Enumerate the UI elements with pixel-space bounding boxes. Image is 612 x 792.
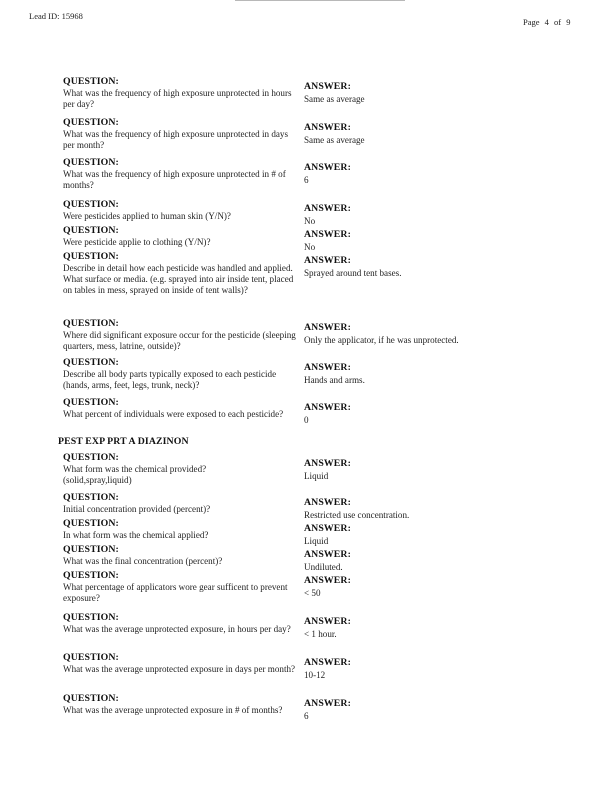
answer-block [304, 81, 365, 105]
question-text: What was the frequency of high exposure unprotected in # of months? [63, 169, 286, 191]
answer-block [304, 203, 351, 227]
question-block [63, 76, 301, 110]
question-text: What percent of individuals were exposed to each pesticide? [63, 409, 284, 419]
question-text: Describe all body parts typically exposed to each pesticide (hands, arms, feet, legs, trunk, neck)? [63, 369, 277, 391]
answer-label: ANSWER: [304, 575, 351, 586]
answer-label: ANSWER: [304, 229, 351, 240]
answer-block [304, 122, 365, 146]
question-block [63, 693, 301, 716]
question-block [63, 518, 301, 541]
question-block [63, 492, 301, 515]
question-label: QUESTION: [63, 397, 119, 408]
page-number: Page 4 of 9 [523, 17, 571, 27]
question-label: QUESTION: [63, 612, 119, 623]
question-text: Describe in detail how each pesticide was handled and applied. What surface or media. (e.g. sprayed into air inside tent, placed on tables in mess, sprayed on inside of tent walls)? [63, 263, 294, 296]
answer-text: Undiluted. [304, 562, 343, 572]
question-text: Where did significant exposure occur for the pesticide (sleeping quarters, mess, latrine, outside)? [63, 330, 296, 352]
question-text: What form was the chemical provided?(solid,spray,liquid) [63, 464, 207, 486]
answer-label: ANSWER: [304, 458, 351, 469]
answer-label: ANSWER: [304, 362, 351, 373]
answer-block [304, 549, 351, 573]
answer-text: < 50 [304, 588, 321, 598]
question-label: QUESTION: [63, 652, 119, 663]
answer-text: Same as average [304, 135, 365, 145]
question-text: What was the frequency of high exposure unprotected in hours per day? [63, 88, 292, 110]
answer-text: < 1 hour. [304, 629, 337, 639]
question-label: QUESTION: [63, 693, 119, 704]
answer-text: 6 [304, 175, 309, 185]
question-block [63, 652, 301, 675]
question-label: QUESTION: [63, 76, 119, 87]
answer-label: ANSWER: [304, 255, 351, 266]
answer-label: ANSWER: [304, 162, 351, 173]
question-text: Were pesticides applied to human skin (Y/N)? [63, 211, 231, 221]
answer-label: ANSWER: [304, 81, 351, 92]
answer-label: ANSWER: [304, 698, 351, 709]
answer-label: ANSWER: [304, 322, 351, 333]
answer-text: Hands and arms. [304, 375, 365, 385]
question-block [63, 199, 301, 222]
answer-text: 6 [304, 711, 309, 721]
question-block [63, 397, 301, 420]
answer-label: ANSWER: [304, 497, 351, 508]
answer-block [304, 162, 351, 186]
question-text: In what form was the chemical applied? [63, 530, 209, 540]
answer-block [304, 657, 351, 681]
question-label: QUESTION: [63, 357, 119, 368]
top-scan-line [235, 0, 405, 1]
answer-block [304, 402, 351, 426]
question-text: Initial concentration provided (percent)? [63, 504, 211, 514]
answer-text: Sprayed around tent bases. [304, 268, 402, 278]
question-text: What was the final concentration (percent)? [63, 556, 223, 566]
question-text: What was the frequency of high exposure unprotected in days per month? [63, 129, 288, 151]
question-label: QUESTION: [63, 452, 119, 463]
question-text: What was the average unprotected exposure in days per month? [63, 664, 296, 674]
question-block [63, 612, 301, 635]
question-label: QUESTION: [63, 251, 119, 262]
answer-block [304, 362, 365, 386]
answer-text: 10-12 [304, 670, 326, 680]
question-block [63, 318, 301, 352]
question-label: QUESTION: [63, 225, 119, 236]
answer-block [304, 322, 459, 346]
question-text: What was the average unprotected exposure in # of months? [63, 705, 283, 715]
question-label: QUESTION: [63, 492, 119, 503]
answer-text: Same as average [304, 94, 365, 104]
question-label: QUESTION: [63, 544, 119, 555]
answer-label: ANSWER: [304, 402, 351, 413]
question-text: What was the average unprotected exposure, in hours per day? [63, 624, 291, 634]
answer-text: 0 [304, 415, 309, 425]
answer-text: Liquid [304, 471, 329, 481]
question-label: QUESTION: [63, 318, 119, 329]
answer-block [304, 229, 351, 253]
lead-id: Lead ID: 15968 [29, 11, 83, 21]
question-block [63, 452, 223, 486]
answer-label: ANSWER: [304, 616, 351, 627]
answer-text: No [304, 242, 316, 252]
question-label: QUESTION: [63, 570, 119, 581]
answer-text: Liquid [304, 536, 329, 546]
answer-block [304, 497, 409, 521]
question-label: QUESTION: [63, 157, 119, 168]
question-label: QUESTION: [63, 518, 119, 529]
question-block [63, 225, 301, 248]
question-block [63, 117, 301, 151]
question-text: Were pesticide applie to clothing (Y/N)? [63, 237, 211, 247]
answer-text: No [304, 216, 316, 226]
question-block [63, 544, 301, 567]
answer-label: ANSWER: [304, 523, 351, 534]
answer-block [304, 575, 351, 599]
question-block [63, 357, 301, 391]
question-text: What percentage of applicators wore gear sufficent to prevent exposure? [63, 582, 288, 604]
question-block [63, 157, 301, 191]
answer-label: ANSWER: [304, 549, 351, 560]
answer-text: Restricted use concentration. [304, 510, 410, 520]
section-heading: PEST EXP PRT A DIAZINON [58, 436, 189, 447]
answer-block [304, 458, 351, 482]
question-label: QUESTION: [63, 199, 119, 210]
question-block [63, 251, 301, 297]
question-label: QUESTION: [63, 117, 119, 128]
answer-label: ANSWER: [304, 657, 351, 668]
answer-block [304, 698, 351, 722]
answer-text: Only the applicator, if he was unprotected. [304, 335, 459, 345]
answer-block [304, 255, 401, 279]
answer-label: ANSWER: [304, 203, 351, 214]
answer-block [304, 523, 351, 547]
answer-block [304, 616, 351, 640]
question-block [63, 570, 301, 604]
answer-label: ANSWER: [304, 122, 351, 133]
